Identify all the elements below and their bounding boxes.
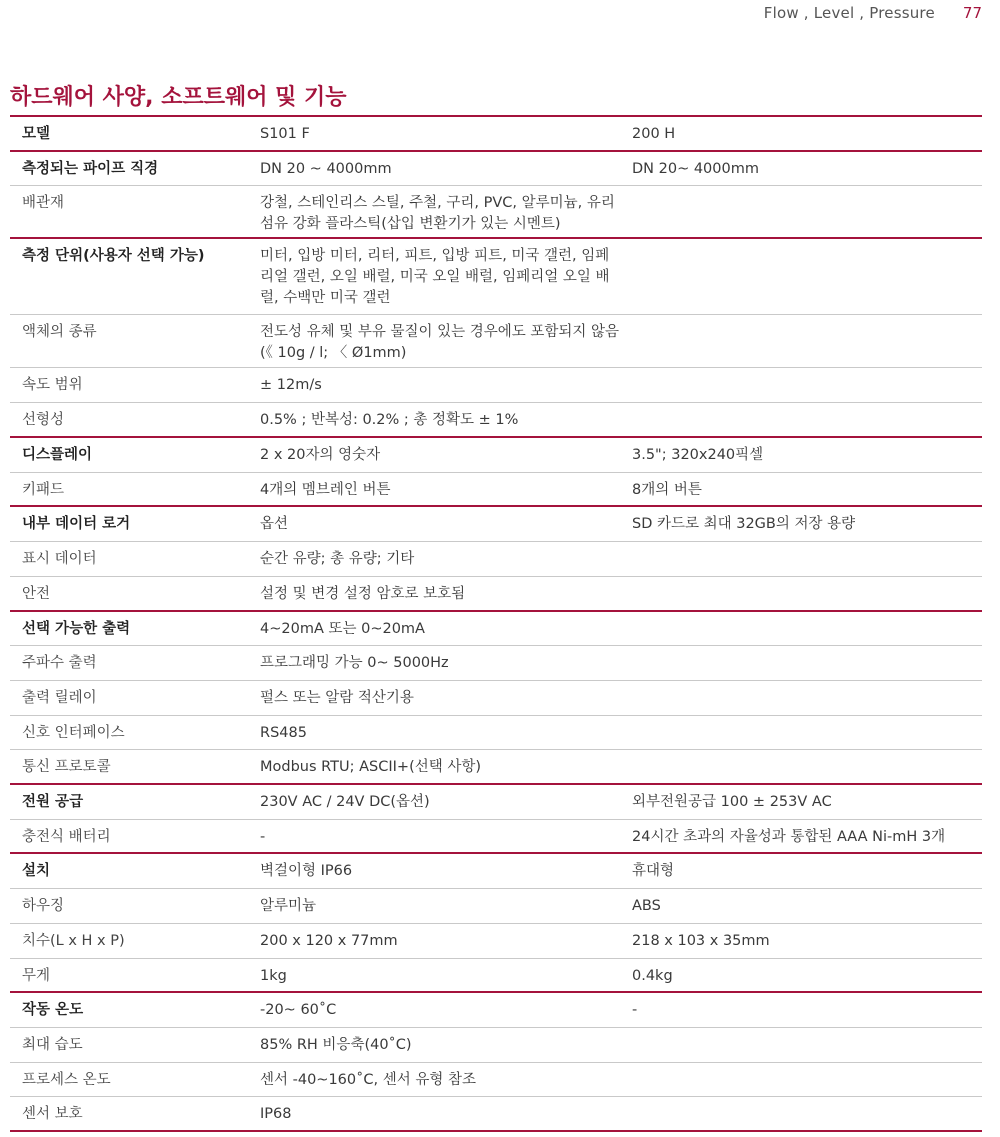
spec-label: 내부 데이터 로거 [10,506,248,541]
spec-row [10,749,982,784]
spec-value-s101f: 4개의 멤브레인 버튼 [248,472,620,506]
spec-label: 센서 보호 [10,1096,248,1131]
spec-value-s101f: 옵션 [248,506,620,541]
spec-value-s101f: ± 12m/s [248,367,620,402]
spec-label: 하우징 [10,888,248,923]
spec-row [10,472,982,506]
spec-label: 출력 릴레이 [10,680,248,715]
spec-value-200h [620,680,982,715]
spec-value-200h: - [620,992,982,1027]
spec-value-200h [620,367,982,402]
spec-row [10,1096,982,1131]
spec-row [10,645,982,680]
spec-label: 무게 [10,958,248,992]
spec-row [10,888,982,923]
section-title: 하드웨어 사양, 소프트웨어 및 기능 [10,85,347,110]
spec-row [10,680,982,715]
spec-value-s101f: 알루미늄 [248,888,620,923]
spec-row [10,819,982,853]
spec-label: 신호 인터페이스 [10,715,248,749]
spec-label: 선형성 [10,402,248,437]
spec-label: 치수(L x H x P) [10,923,248,958]
spec-value-200h: ABS [620,888,982,923]
spec-row [10,992,982,1027]
spec-row [10,151,982,185]
spec-value-s101f: 순간 유량; 총 유량; 기타 [248,541,620,576]
spec-value-200h: SD 카드로 최대 32GB의 저장 용량 [620,506,982,541]
spec-row [10,576,982,611]
spec-value-200h: 24시간 초과의 자율성과 통합된 AAA Ni-mH 3개 [620,819,982,853]
spec-row [10,958,982,992]
spec-value-s101f: DN 20 ~ 4000mm [248,151,620,185]
spec-row [10,437,982,472]
spec-row [10,238,982,314]
spec-value-s101f: 0.5% ; 반복성: 0.2% ; 총 정확도 ± 1% [248,402,620,437]
spec-value-200h [620,1062,982,1096]
spec-value-s101f: 85% RH 비응축(40˚C) [248,1027,620,1062]
spec-label: 주파수 출력 [10,645,248,680]
spec-label: 측정 단위(사용자 선택 가능) [10,238,248,314]
spec-label: 액체의 종류 [10,314,248,367]
spec-value-s101f: 230V AC / 24V DC(옵션) [248,784,620,819]
spec-label: 작동 온도 [10,992,248,1027]
spec-row [10,402,982,437]
spec-value-200h [620,749,982,784]
spec-table-body [10,116,982,1131]
spec-label: 통신 프로토콜 [10,749,248,784]
spec-value-200h: 8개의 버튼 [620,472,982,506]
spec-value-s101f: 1kg [248,958,620,992]
spec-value-200h: 218 x 103 x 35mm [620,923,982,958]
spec-row [10,314,982,367]
spec-row [10,715,982,749]
spec-value-200h [620,185,982,238]
spec-value-200h: 3.5"; 320x240픽셀 [620,437,982,472]
spec-value-200h [620,1027,982,1062]
spec-value-s101f: 강철, 스테인리스 스틸, 주철, 구리, PVC, 알루미늄, 유리 섬유 강화 플라스틱(삽입 변환기가 있는 시멘트) [248,185,620,238]
spec-value-s101f: - [248,819,620,853]
spec-value-s101f: RS485 [248,715,620,749]
spec-value-200h [620,402,982,437]
spec-label: 충전식 배터리 [10,819,248,853]
spec-label: 키패드 [10,472,248,506]
spec-value-s101f: 200 x 120 x 77mm [248,923,620,958]
spec-value-200h: DN 20~ 4000mm [620,151,982,185]
spec-label: 전원 공급 [10,784,248,819]
spec-row [10,923,982,958]
spec-value-s101f: 센서 -40~160˚C, 센서 유형 참조 [248,1062,620,1096]
spec-value-200h [620,314,982,367]
spec-label: 안전 [10,576,248,611]
spec-table [10,115,982,1132]
spec-value-200h: 0.4kg [620,958,982,992]
page-header [764,4,982,22]
spec-value-s101f: 벽걸이형 IP66 [248,853,620,888]
spec-row [10,611,982,645]
spec-value-s101f: 미터, 입방 미터, 리터, 피트, 입방 피트, 미국 갤런, 임페리얼 갤런, 오일 배럴, 미국 오일 배럴, 임페리얼 오일 배럴, 수백만 미국 갤런 [248,238,620,314]
spec-value-s101f: 프로그래밍 가능 0~ 5000Hz [248,645,620,680]
page-number: 77 [962,4,982,22]
spec-label: 측정되는 파이프 직경 [10,151,248,185]
spec-value-s101f: IP68 [248,1096,620,1131]
spec-value-200h [620,238,982,314]
spec-label: 속도 범위 [10,367,248,402]
spec-value-200h: 휴대형 [620,853,982,888]
spec-value-200h [620,541,982,576]
spec-label: 디스플레이 [10,437,248,472]
spec-row [10,367,982,402]
spec-label: 배관재 [10,185,248,238]
spec-row [10,1062,982,1096]
spec-value-200h: 200 H [620,116,982,151]
header-category: Flow , Level , Pressure [763,4,935,22]
spec-value-s101f: -20~ 60˚C [248,992,620,1027]
spec-row [10,506,982,541]
spec-label: 표시 데이터 [10,541,248,576]
spec-label: 최대 습도 [10,1027,248,1062]
spec-row [10,541,982,576]
spec-value-s101f: 펄스 또는 알람 적산기용 [248,680,620,715]
spec-value-200h [620,715,982,749]
spec-row [10,853,982,888]
spec-label: 설치 [10,853,248,888]
spec-row [10,116,982,151]
spec-row [10,1027,982,1062]
spec-value-200h [620,576,982,611]
spec-label: 모델 [10,116,248,151]
spec-label: 프로세스 온도 [10,1062,248,1096]
spec-value-s101f: 설정 및 변경 설정 암호로 보호됨 [248,576,620,611]
spec-value-200h [620,645,982,680]
spec-value-s101f: S101 F [248,116,620,151]
spec-label: 선택 가능한 출력 [10,611,248,645]
spec-row [10,784,982,819]
spec-value-s101f: 2 x 20자의 영숫자 [248,437,620,472]
spec-value-s101f: 4~20mA 또는 0~20mA [248,611,620,645]
spec-value-200h [620,1096,982,1131]
spec-value-s101f: Modbus RTU; ASCII+(선택 사항) [248,749,620,784]
spec-value-s101f: 전도성 유체 및 부유 물질이 있는 경우에도 포함되지 않음 (《 10g / l; 〈 Ø1mm) [248,314,620,367]
spec-row [10,185,982,238]
spec-value-200h: 외부전원공급 100 ± 253V AC [620,784,982,819]
spec-value-200h [620,611,982,645]
